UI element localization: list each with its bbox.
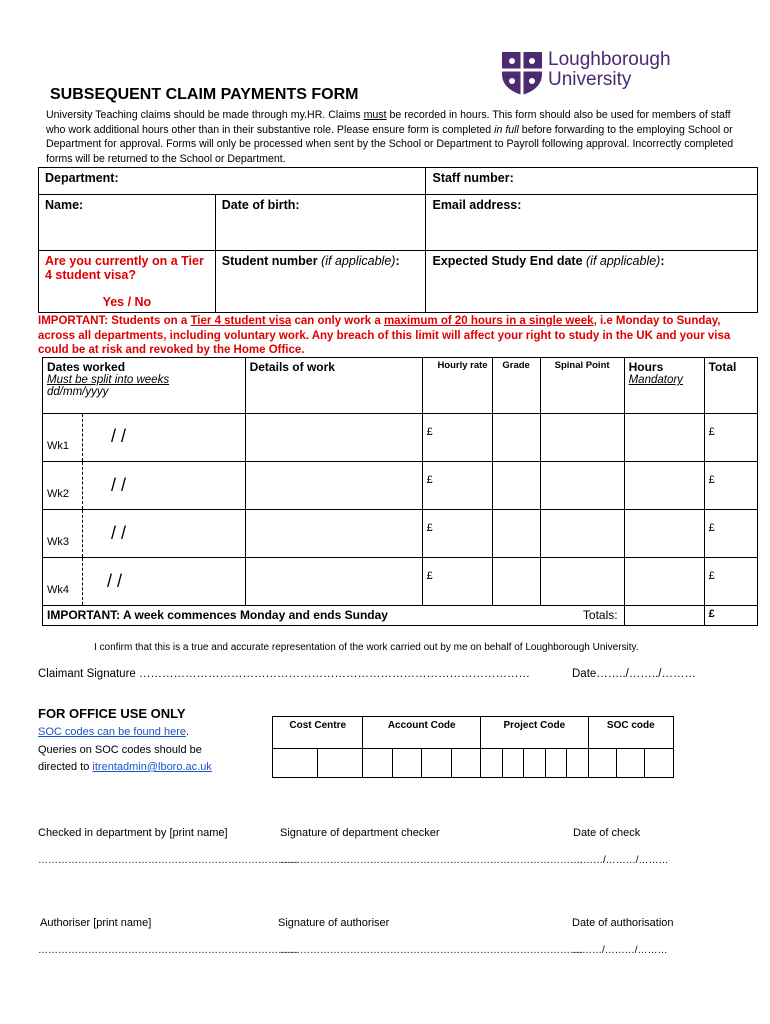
code-cell[interactable] bbox=[273, 749, 318, 778]
account-code-header: Account Code bbox=[363, 717, 481, 749]
spinal-point-header: Spinal Point bbox=[540, 358, 624, 414]
code-cell[interactable] bbox=[318, 749, 363, 778]
hours-header: Hours Mandatory bbox=[624, 358, 704, 414]
checked-by-line[interactable]: …………………………………………………………………… bbox=[38, 855, 298, 866]
claimant-info-table bbox=[38, 167, 758, 313]
hours-input[interactable] bbox=[624, 414, 704, 462]
grade-input[interactable] bbox=[492, 510, 540, 558]
code-cell[interactable] bbox=[392, 749, 421, 778]
soc-code-header: SOC code bbox=[588, 717, 673, 749]
name-field[interactable]: Name: bbox=[39, 195, 216, 251]
grade-input[interactable] bbox=[492, 414, 540, 462]
spinal-point-input[interactable] bbox=[540, 558, 624, 606]
visa-question-field[interactable]: Are you currently on a Tier 4 student visa? Yes / No bbox=[39, 251, 216, 313]
intro-text: University Teaching claims should be made through my.HR. Claims must be recorded in hours. This form should also be used for members of staff who work additional hours other than in their substantive role. Please ensure form is completed in full before forwarding to the employing School or Department for approval. Forms will only be processed when sent by the School or Department to Payroll following approval. Incorrectly completed forms will be returned to the School or Department. bbox=[46, 109, 734, 165]
code-cell[interactable] bbox=[545, 749, 567, 778]
week-label: Wk4 bbox=[43, 558, 83, 606]
soc-queries-text: Queries on SOC codes should be directed to itrentadmin@lboro.ac.uk bbox=[38, 744, 212, 773]
details-header: Details of work bbox=[245, 358, 422, 414]
checked-by-label: Checked in department by [print name] bbox=[38, 827, 228, 839]
university-logo-text: Loughborough University bbox=[548, 49, 671, 90]
spinal-point-input[interactable] bbox=[540, 510, 624, 558]
itrent-email-link[interactable]: itrentadmin@lboro.ac.uk bbox=[92, 761, 212, 773]
authoriser-label: Authoriser [print name] bbox=[40, 917, 152, 929]
date-of-check-line[interactable]: ………/………/……… bbox=[573, 855, 669, 866]
hours-input[interactable] bbox=[624, 462, 704, 510]
yes-no-option[interactable]: Yes / No bbox=[102, 295, 152, 309]
code-cell[interactable] bbox=[480, 749, 502, 778]
total-input[interactable]: £ bbox=[704, 414, 757, 462]
dates-worked-header: Dates worked Must be split into weeks dd/mm/yyyy bbox=[43, 358, 246, 414]
authoriser-line[interactable]: …………………………………………………………………… bbox=[38, 945, 298, 956]
date-of-check-label: Date of check bbox=[573, 827, 641, 839]
spinal-point-input[interactable] bbox=[540, 414, 624, 462]
authoriser-signature-label: Signature of authoriser bbox=[278, 917, 390, 929]
cost-centre-header: Cost Centre bbox=[273, 717, 363, 749]
confirmation-text: I confirm that this is a true and accurate representation of the work carried out by me on behalf of Loughborough University. bbox=[94, 642, 639, 653]
soc-link-line: SOC codes can be found here. bbox=[38, 726, 190, 738]
grade-header: Grade bbox=[492, 358, 540, 414]
details-input[interactable] bbox=[245, 510, 422, 558]
claimant-date-line[interactable]: Date……../……../……… bbox=[572, 668, 696, 680]
dob-field[interactable]: Date of birth: bbox=[215, 195, 426, 251]
total-input[interactable]: £ bbox=[704, 462, 757, 510]
claimant-signature-line[interactable]: Claimant Signature ………………………………………………………………………………………… bbox=[38, 668, 530, 680]
weeks-table bbox=[42, 357, 758, 626]
total-input[interactable]: £ bbox=[704, 510, 757, 558]
week-label: Wk3 bbox=[43, 510, 83, 558]
totals-label: Totals: bbox=[582, 608, 618, 622]
code-cell[interactable] bbox=[422, 749, 451, 778]
week-date-input[interactable]: / / bbox=[83, 462, 246, 510]
authoriser-signature-line[interactable]: ………………………………………………………………………………. bbox=[280, 945, 583, 956]
form-title: SUBSEQUENT CLAIM PAYMENTS FORM bbox=[50, 86, 359, 103]
hourly-rate-input[interactable]: £ bbox=[422, 414, 492, 462]
week-date-input[interactable]: / / bbox=[83, 510, 246, 558]
hourly-rate-input[interactable]: £ bbox=[422, 462, 492, 510]
week-row bbox=[43, 510, 758, 558]
week-label: Wk2 bbox=[43, 462, 83, 510]
total-input[interactable]: £ bbox=[704, 558, 757, 606]
week-date-input[interactable]: / / bbox=[83, 414, 246, 462]
week-row bbox=[43, 414, 758, 462]
date-of-authorisation-line[interactable]: ………/………/……… bbox=[572, 945, 668, 956]
week-date-input[interactable]: / / bbox=[83, 558, 246, 606]
spinal-point-input[interactable] bbox=[540, 462, 624, 510]
grand-total-input[interactable]: £ bbox=[704, 606, 757, 626]
week-row bbox=[43, 462, 758, 510]
details-input[interactable] bbox=[245, 462, 422, 510]
university-crest-icon bbox=[500, 50, 544, 96]
week-label: Wk1 bbox=[43, 414, 83, 462]
code-cell[interactable] bbox=[567, 749, 589, 778]
week-row bbox=[43, 558, 758, 606]
hourly-rate-input[interactable]: £ bbox=[422, 510, 492, 558]
soc-codes-link[interactable]: SOC codes can be found here bbox=[38, 726, 186, 738]
hours-input[interactable] bbox=[624, 558, 704, 606]
project-code-header: Project Code bbox=[480, 717, 588, 749]
student-number-field[interactable]: Student number (if applicable): bbox=[215, 251, 426, 313]
department-field[interactable]: Department: bbox=[39, 168, 426, 195]
details-input[interactable] bbox=[245, 558, 422, 606]
code-cell[interactable] bbox=[502, 749, 524, 778]
code-cell[interactable] bbox=[451, 749, 480, 778]
hours-input[interactable] bbox=[624, 510, 704, 558]
email-field[interactable]: Email address: bbox=[426, 195, 758, 251]
office-codes-table bbox=[272, 716, 674, 778]
grade-input[interactable] bbox=[492, 558, 540, 606]
details-input[interactable] bbox=[245, 414, 422, 462]
study-end-date-field[interactable]: Expected Study End date (if applicable): bbox=[426, 251, 758, 313]
office-use-title: FOR OFFICE USE ONLY bbox=[38, 706, 186, 721]
code-cell[interactable] bbox=[524, 749, 546, 778]
code-cell[interactable] bbox=[588, 749, 616, 778]
week-rule-note: IMPORTANT: A week commences Monday and ends Sunday Totals: bbox=[43, 606, 625, 626]
code-cell[interactable] bbox=[645, 749, 674, 778]
dept-checker-signature-label: Signature of department checker bbox=[280, 827, 440, 839]
tier4-warning: IMPORTANT: Students on a Tier 4 student visa can only work a maximum of 20 hours in a single week, i.e Monday to Sunday, across all departments, including voluntary work. Any breach of this limit will affect your right to study in the UK and your visa could be at risk and revoked by the Home Office. bbox=[38, 315, 731, 356]
date-of-authorisation-label: Date of authorisation bbox=[572, 917, 674, 929]
dept-checker-signature-line[interactable]: ………………………………………………………………………………. bbox=[280, 855, 583, 866]
hourly-rate-header: Hourly rate bbox=[422, 358, 492, 414]
code-cell[interactable] bbox=[363, 749, 392, 778]
hourly-rate-input[interactable]: £ bbox=[422, 558, 492, 606]
staff-number-field[interactable]: Staff number: bbox=[426, 168, 758, 195]
code-cell[interactable] bbox=[617, 749, 645, 778]
grade-input[interactable] bbox=[492, 462, 540, 510]
total-header: Total bbox=[704, 358, 757, 414]
hours-total-input[interactable] bbox=[624, 606, 704, 626]
